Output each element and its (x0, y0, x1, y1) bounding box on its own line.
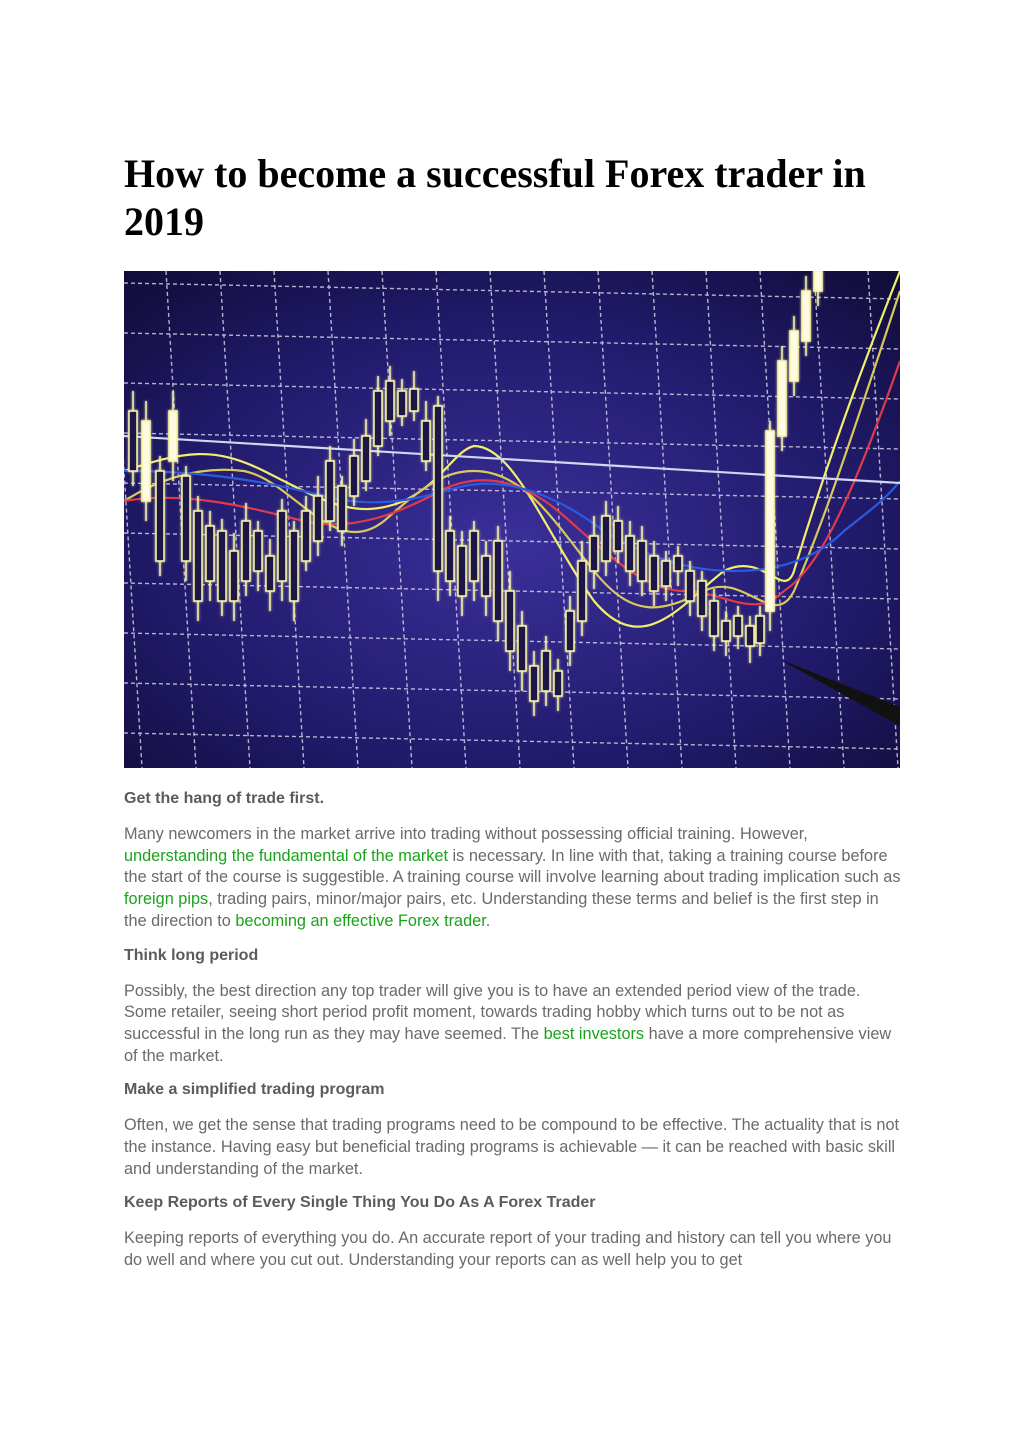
candle-body (338, 486, 346, 531)
candle-body (802, 291, 810, 341)
candle-body (314, 496, 322, 541)
article-body (124, 788, 902, 1284)
candle-body (458, 546, 466, 596)
candle-body (494, 541, 502, 621)
candle-body (734, 616, 742, 636)
candle-body (778, 361, 786, 436)
link-best-investors[interactable]: best investors (543, 1024, 645, 1043)
candle-body (590, 536, 598, 571)
candle-body (266, 556, 274, 591)
candle-body (326, 461, 334, 521)
candle-body (278, 511, 286, 581)
candle-body (182, 476, 190, 561)
candle-body (578, 561, 586, 621)
candle-body (756, 616, 764, 643)
candle-body (554, 671, 562, 696)
candle-body (142, 421, 150, 501)
candle-body (614, 521, 622, 551)
section-heading-long-period: Think long period (124, 946, 259, 964)
candle-body (710, 601, 718, 636)
page-title: How to become a successful Forex trader in 2019 (124, 151, 866, 244)
candle-body (518, 626, 526, 671)
candle-body (698, 581, 706, 616)
link-becoming-effective-trader[interactable]: becoming an effective Forex trader (235, 911, 486, 930)
candle-body (722, 621, 730, 641)
forex-chart-image (124, 271, 900, 768)
candle-body (290, 531, 298, 601)
candle-body (422, 421, 430, 461)
section-text-trade-first: Many newcomers in the market arrive into trading without possessing official training. However, understanding the fundamental of the market is necessary. In line with that, taking a training course before the start of the course is suggestible. A training course will involve learning about trading implication such as foreign pips, trading pairs, minor/major pairs, etc. Understanding these terms and belief is the first step in the direction to becoming an effective Forex trader. (124, 825, 901, 930)
candle-body (626, 536, 634, 571)
candle-body (194, 511, 202, 601)
section-text-long-period: Possibly, the best direction any top trader will give you is to have an extended period view of the trade. Some retailer, seeing short period profit moment, towards trading hobby which turns out to be not as successful in the long run as they may have seemed. The best investors have a more comprehensive view of the market. (124, 981, 892, 1065)
candle-body (814, 271, 822, 291)
candle-body (254, 531, 262, 571)
candle-body (542, 651, 550, 691)
candle-body (506, 591, 514, 651)
candle-body (470, 531, 478, 581)
candle-body (386, 381, 394, 421)
candle-body (410, 389, 418, 411)
candle-body (206, 526, 214, 581)
candle-body (566, 611, 574, 651)
candle-body (686, 571, 694, 601)
link-foreign-pips[interactable]: foreign pips (124, 890, 209, 909)
candle-body (638, 541, 646, 581)
candle-body (662, 561, 670, 586)
candle-body (790, 331, 798, 381)
section-text-keep-reports: Keeping reports of everything you do. An accurate report of your trading and history can tell you where you do well and where you cut out. Understanding your reports can as well help you to get (124, 1229, 892, 1270)
candle-body (446, 531, 454, 581)
section-heading-simplified-program: Make a simplified trading program (124, 1081, 385, 1099)
candle-body (129, 411, 137, 471)
candle-body (156, 471, 164, 561)
candle-body (230, 551, 238, 601)
forex-candlestick-chart-photo (124, 271, 900, 768)
candle-body (434, 406, 442, 571)
candle-body (482, 556, 490, 596)
candle-body (530, 666, 538, 701)
candle-body (169, 411, 177, 461)
section-heading-keep-reports: Keep Reports of Every Single Thing You Do As A Forex Trader (124, 1194, 596, 1212)
candle-body (398, 391, 406, 416)
candle-body (766, 431, 774, 611)
candle-body (218, 531, 226, 601)
candle-body (350, 456, 358, 496)
candle-body (242, 521, 250, 581)
candle-body (674, 556, 682, 571)
link-understanding-fundamental[interactable]: understanding the fundamental of the market (124, 846, 449, 865)
candle-body (374, 391, 382, 446)
candle-body (302, 511, 310, 561)
section-text-simplified-program: Often, we get the sense that trading programs need to be compound to be effective. The actuality that is not the instance. Having easy but beneficial trading programs is achievable — it can be reached with basic skill and understanding of the market. (124, 1116, 900, 1178)
candle-body (362, 436, 370, 481)
candle-body (746, 626, 754, 646)
candle-body (650, 556, 658, 591)
section-heading-trade-first: Get the hang of trade first. (124, 790, 325, 807)
candle-body (602, 516, 610, 561)
